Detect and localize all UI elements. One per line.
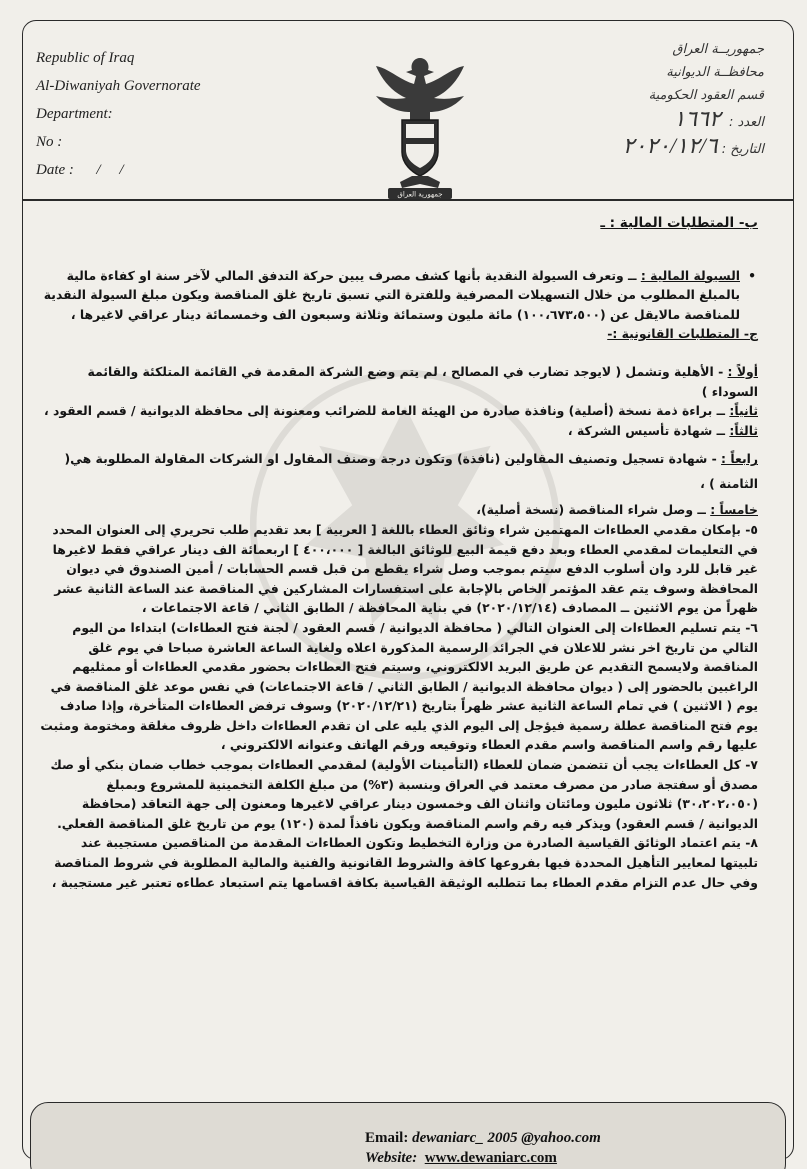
legal-item-2 <box>40 401 758 421</box>
date-value-ar: ٢٠٢٠/١٢/٦ <box>622 133 718 158</box>
item2-text: ــ براءة ذمة نسخة (أصلية) ونافذة صادرة من الهيئة العامة للضرائب ومعنونة إلى محافظة الديوانية / قسم العقود ، <box>44 403 726 419</box>
header-divider <box>22 199 794 201</box>
number-value-ar: ١٦٦٢ <box>673 106 721 131</box>
document-body <box>40 214 758 892</box>
governorate-en: Al-Diwaniyah Governorate <box>36 78 201 94</box>
email-address[interactable]: dewaniarc_ 2005 @yahoo.com <box>412 1130 601 1146</box>
legal-heading: ج- المتطلبات القانونية :- <box>607 326 758 342</box>
arabic-header <box>623 38 764 161</box>
department-en: Department: <box>36 106 113 122</box>
email-label: Email: <box>365 1130 409 1146</box>
paragraph-8: ٨- يتم اعتماد الوثائق القياسية الصادرة من وزارة التخطيط وتكون العطاءات المقدمة من المناقصين مستجيبة عند تلبيتها لمعايير التأهيل المحددة فيها بفروعها كافة والشروط القانونية والفنية والمالية المطلوبة في شروط المناقصة وفي حال عدم التزام مقدم العطاء بما تتطلبه الوثيقة القياسية بكافة اقسامها يتم استبعاد عطاءه تعتبر غير مستجيبة ، <box>51 835 758 890</box>
date-label-ar: التاريخ : <box>721 142 764 157</box>
liquidity-label: السيولة المالية : <box>640 267 740 283</box>
item2-label: ثانياً: <box>729 403 758 419</box>
item5-label: خامساً : <box>710 502 758 518</box>
website-link[interactable]: www.dewaniarc.com <box>424 1150 557 1166</box>
financial-heading: ب- المتطلبات المالية : ـ <box>600 215 758 231</box>
item4-text: - شهادة تسجيل وتصنيف المقاولين (نافذة) وتكون درجة وصنف المقاول او الشركات المقاولة المطلوبة هي( الثامنة ) ، <box>64 451 758 492</box>
email-line <box>365 1128 601 1148</box>
website-label: Website: <box>365 1150 418 1166</box>
republic-en: Republic of Iraq <box>36 50 135 66</box>
legal-item-5 <box>40 500 758 520</box>
legal-item-4 <box>40 446 758 496</box>
footer-contact <box>365 1128 601 1168</box>
item1-text: - الأهلية وتشمل ( لايوجد تضارب في المصالح ، لم يتم وضع الشركة المقدمة في القائمة المتلكئة والقائمة السوداء ) <box>87 363 758 399</box>
date-row-ar <box>623 134 764 161</box>
liquidity-text: ــ وتعرف السيولة النقدية بأنها كشف مصرف يبين حركة التدفق المالي لآخر سنة او كفاءة مالية بالمبلغ المطلوب من خلال التسهيلات المصرفية وللفترة التي تسبق تاريخ غلق المناقصة ويكون مبلغ السيولة النقدية للمناقصة مالايقل عن (١٠٠،٦٧٣،٥٠٠) مائة مليون وستمائة وثلاثة وسبعون الف وخمسمائة دينار عراقي لاغيرها ، <box>43 267 740 322</box>
number-label-ar: العدد : <box>729 115 764 130</box>
item5-text: ــ وصل شراء المناقصة (نسخة أصلية)، <box>476 502 706 518</box>
paragraph-7: ٧- كل العطاءات يجب أن تتضمن ضمان للعطاء (التأمينات الأولية) لمقدمي العطاءات بموجب خطاب ضمان بنكي أو صك مصدق أو سفتجة صادر من مصرف معتمد في العراق وبنسبة (٣%) من مبلغ الكلفة التخمينية للمشروع وبمبلغ (٣٠،٢٠٢،٠٥٠) ثلاثون مليون ومائتان واثنان الف وخمسون دينار عراقي لاغيرها ومعنون إلى جهة التعاقد (محافظة الديوانية / قسم العقود) ويذكر فيه رقم واسم المناقصة ويكون نافذاً لمدة (١٢٠) يوم من تاريخ غلق المناقصة الفعلي. <box>50 757 758 831</box>
governorate-ar: محافظــة الديوانية <box>666 65 764 80</box>
liquidity-paragraph <box>40 266 758 325</box>
legal-item-3 <box>40 421 758 441</box>
item3-label: ثالثاً: <box>729 422 758 438</box>
number-en: No : <box>36 134 63 150</box>
item3-text: ــ شهادة تأسيس الشركة ، <box>567 422 726 438</box>
english-header <box>36 44 201 184</box>
date-slashes: / / <box>96 162 124 178</box>
letterhead-header <box>22 20 794 200</box>
paragraph-5: ٥- بإمكان مقدمي العطاءات المهتمين شراء وثائق العطاء باللغة [ العربية ] بعد تقديم طلب تحريري إلى العنوان المحدد في التعليمات لمقدمي العطاء وبعد دفع قيمة البيع للوثائق البالغة [ ٤٠٠،٠٠٠ ] اربعمائة الف دينار عراقي فقط لاغيرها غير قابل للرد وان أسلوب الدفع سيتم بموجب وصل شراء يقطع من قبل قسم الحسابات / أمين الصندوق في ديوان المحافظة وسوف يتم عقد المؤتمر الخاص بالإجابة على استفسارات المشاركين في المناقصة عند الساعة الثانية عشر ظهراً من يوم الاثنين ــ المصادف (٢٠٢٠/١٢/١٤) في بناية المحافظة / الطابق الثاني / قاعة الاجتماعات ، <box>52 521 758 616</box>
website-line <box>365 1148 601 1168</box>
legal-item-1 <box>40 362 758 401</box>
department-ar: قسم العقود الحكومية <box>648 88 764 103</box>
date-en-row <box>36 156 201 184</box>
paragraph-6: ٦- يتم تسليم العطاءات إلى العنوان التالي ( محافظة الديوانية / قسم العقود / لجنة فتح العطاءات) ابتداءا من اليوم التالي من تاريخ اخر نشر للاعلان في الجرائد الرسمية المذكورة اعلاه ولغاية الساعة العاشرة صباحا في يوم غلق المناقصة ولايسمح التقديم عن طريق البريد الالكتروني، وسيتم فتح العطاءات بحضور مقدمي العطاءات أو ممثليهم الراغبين بالحضور إلى ( ديوان محافظة الديوانية / الطابق الثاني / قاعة الاجتماعات) في نفس موعد غلق المناقصة في يوم ( الاثنين ) في تمام الساعة الثانية عشر ظهراً بتاريخ (٢٠٢٠/١٢/٢١) وسوف ترفض العطاءات المتأخرة، وإذا صادف يوم فتح المناقصة عطلة رسمية فيؤجل إلى اليوم الذي يليه على ان تقدم العطاءات داخل ظروف مغلقة ومختومة ومثبت عليها رقم واسم المناقصة واسم مقدم العطاء وتوقيعه ورقم الهاتف وعنوانه الالكتروني ، <box>40 619 758 753</box>
number-row-ar <box>623 107 764 134</box>
emblem-caption: جمهورية العراق <box>397 190 443 199</box>
item4-label: رابعاً : <box>721 451 758 467</box>
date-en: Date : <box>36 162 74 178</box>
item1-label: أولاً : <box>727 363 758 379</box>
republic-ar: جمهوريــة العراق <box>672 42 764 57</box>
iraq-eagle-emblem <box>370 50 470 200</box>
